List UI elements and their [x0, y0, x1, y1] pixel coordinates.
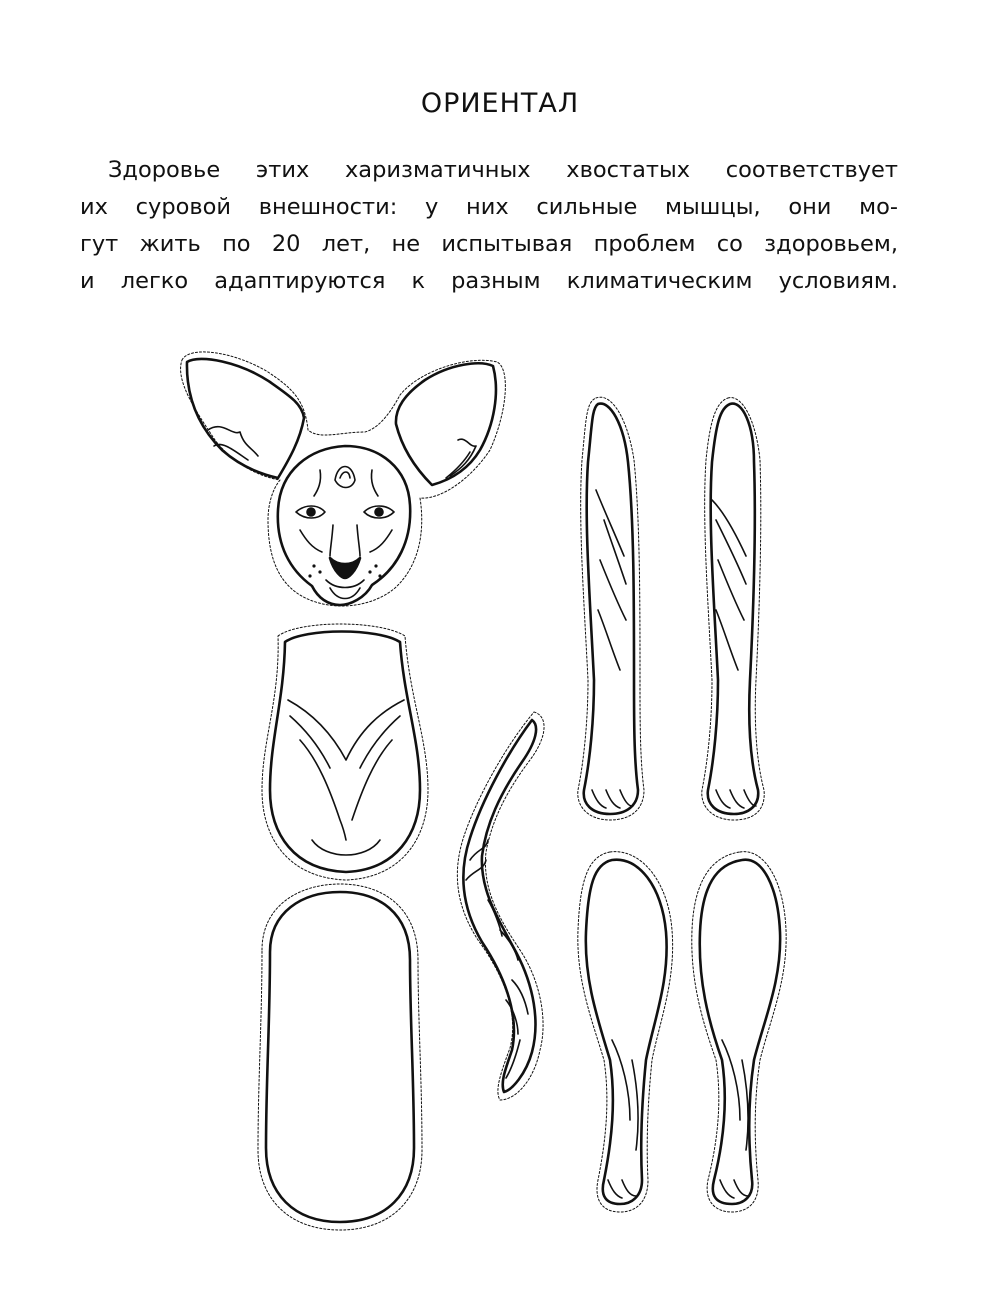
- paragraph-line-1: Здоровье этих харизматичных хвостатых соответствует: [108, 157, 898, 183]
- cat-hind-leg-left: [578, 852, 673, 1212]
- paragraph-line-4: и легко адаптируются к разным климатическим условиям.: [80, 268, 898, 294]
- cat-front-leg-right: [702, 398, 764, 820]
- cat-chest-piece: [262, 624, 428, 880]
- cat-body-piece: [258, 884, 422, 1230]
- left-ear: [187, 359, 304, 478]
- right-ear: [396, 363, 496, 485]
- cat-hind-leg-right: [692, 852, 786, 1212]
- page-title: ОРИЕНТАЛ: [420, 88, 580, 119]
- cat-tail-piece: [457, 712, 544, 1100]
- cat-head-piece: [181, 352, 506, 606]
- cat-face: [278, 446, 410, 605]
- paragraph-line-3: гут жить по 20 лет, не испытывая проблем со здоровьем,: [80, 231, 898, 257]
- paragraph-line-2: их суровой внешности: у них сильные мышцы, они мо-: [80, 194, 898, 220]
- cat-front-leg-left: [578, 397, 644, 820]
